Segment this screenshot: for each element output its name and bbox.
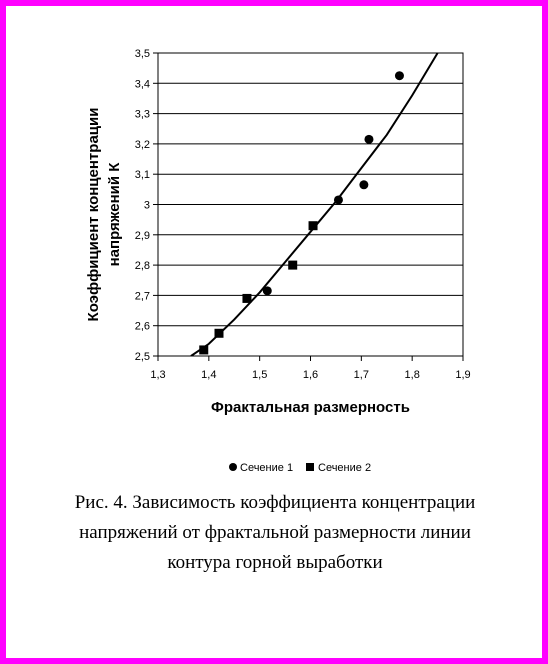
y-tick-label: 3 [143, 199, 150, 212]
y-tick-label: 3,5 [134, 48, 150, 60]
data-point-square [242, 294, 251, 303]
y-tick-label: 2,9 [134, 229, 150, 242]
x-tick-label: 1,6 [302, 369, 319, 381]
data-point-square [199, 345, 208, 354]
y-tick-label: 2,5 [134, 351, 150, 363]
x-tick-label: 1,7 [353, 369, 369, 381]
x-tick-label: 1,5 [252, 369, 268, 381]
legend-marker-circle [229, 463, 237, 471]
data-point-circle [364, 135, 373, 144]
x-axis-label: Фрактальная размерность [211, 399, 410, 416]
caption-line-1: Рис. 4. Зависимость коэффициента концентрации [74, 492, 476, 513]
legend-label-series-2: Сечение 2 [318, 462, 372, 474]
caption-line-2: напряжений от фрактальной размерности линии [79, 522, 471, 543]
legend-label-series-1: Сечение 1 [240, 462, 294, 474]
data-point-square [288, 261, 297, 270]
x-tick-label: 1,3 [150, 369, 166, 381]
x-tick-label: 1,8 [404, 369, 420, 381]
y-tick-label: 3,1 [134, 169, 150, 182]
y-tick-label: 2,6 [134, 320, 150, 333]
data-point-square [215, 329, 224, 338]
y-axis-label-line-2: напряжений К [106, 162, 123, 267]
legend-marker-square [306, 463, 314, 471]
figure-caption [40, 488, 510, 578]
y-tick-label: 3,2 [134, 138, 150, 151]
data-point-circle [359, 180, 368, 189]
data-point-circle [263, 286, 272, 295]
y-axis-label-line-1: Коэффициент концентрации [85, 107, 102, 322]
y-tick-label: 2,7 [134, 290, 150, 303]
x-tick-label: 1,4 [201, 369, 217, 381]
data-point-square [309, 221, 318, 230]
data-point-circle [334, 195, 343, 204]
y-tick-label: 2,8 [134, 260, 150, 273]
data-point-circle [395, 71, 404, 80]
y-tick-label: 3,3 [134, 108, 150, 121]
y-tick-label: 3,4 [134, 78, 150, 91]
x-tick-label: 1,9 [455, 369, 471, 381]
caption-line-3: контура горной выработки [167, 552, 383, 573]
